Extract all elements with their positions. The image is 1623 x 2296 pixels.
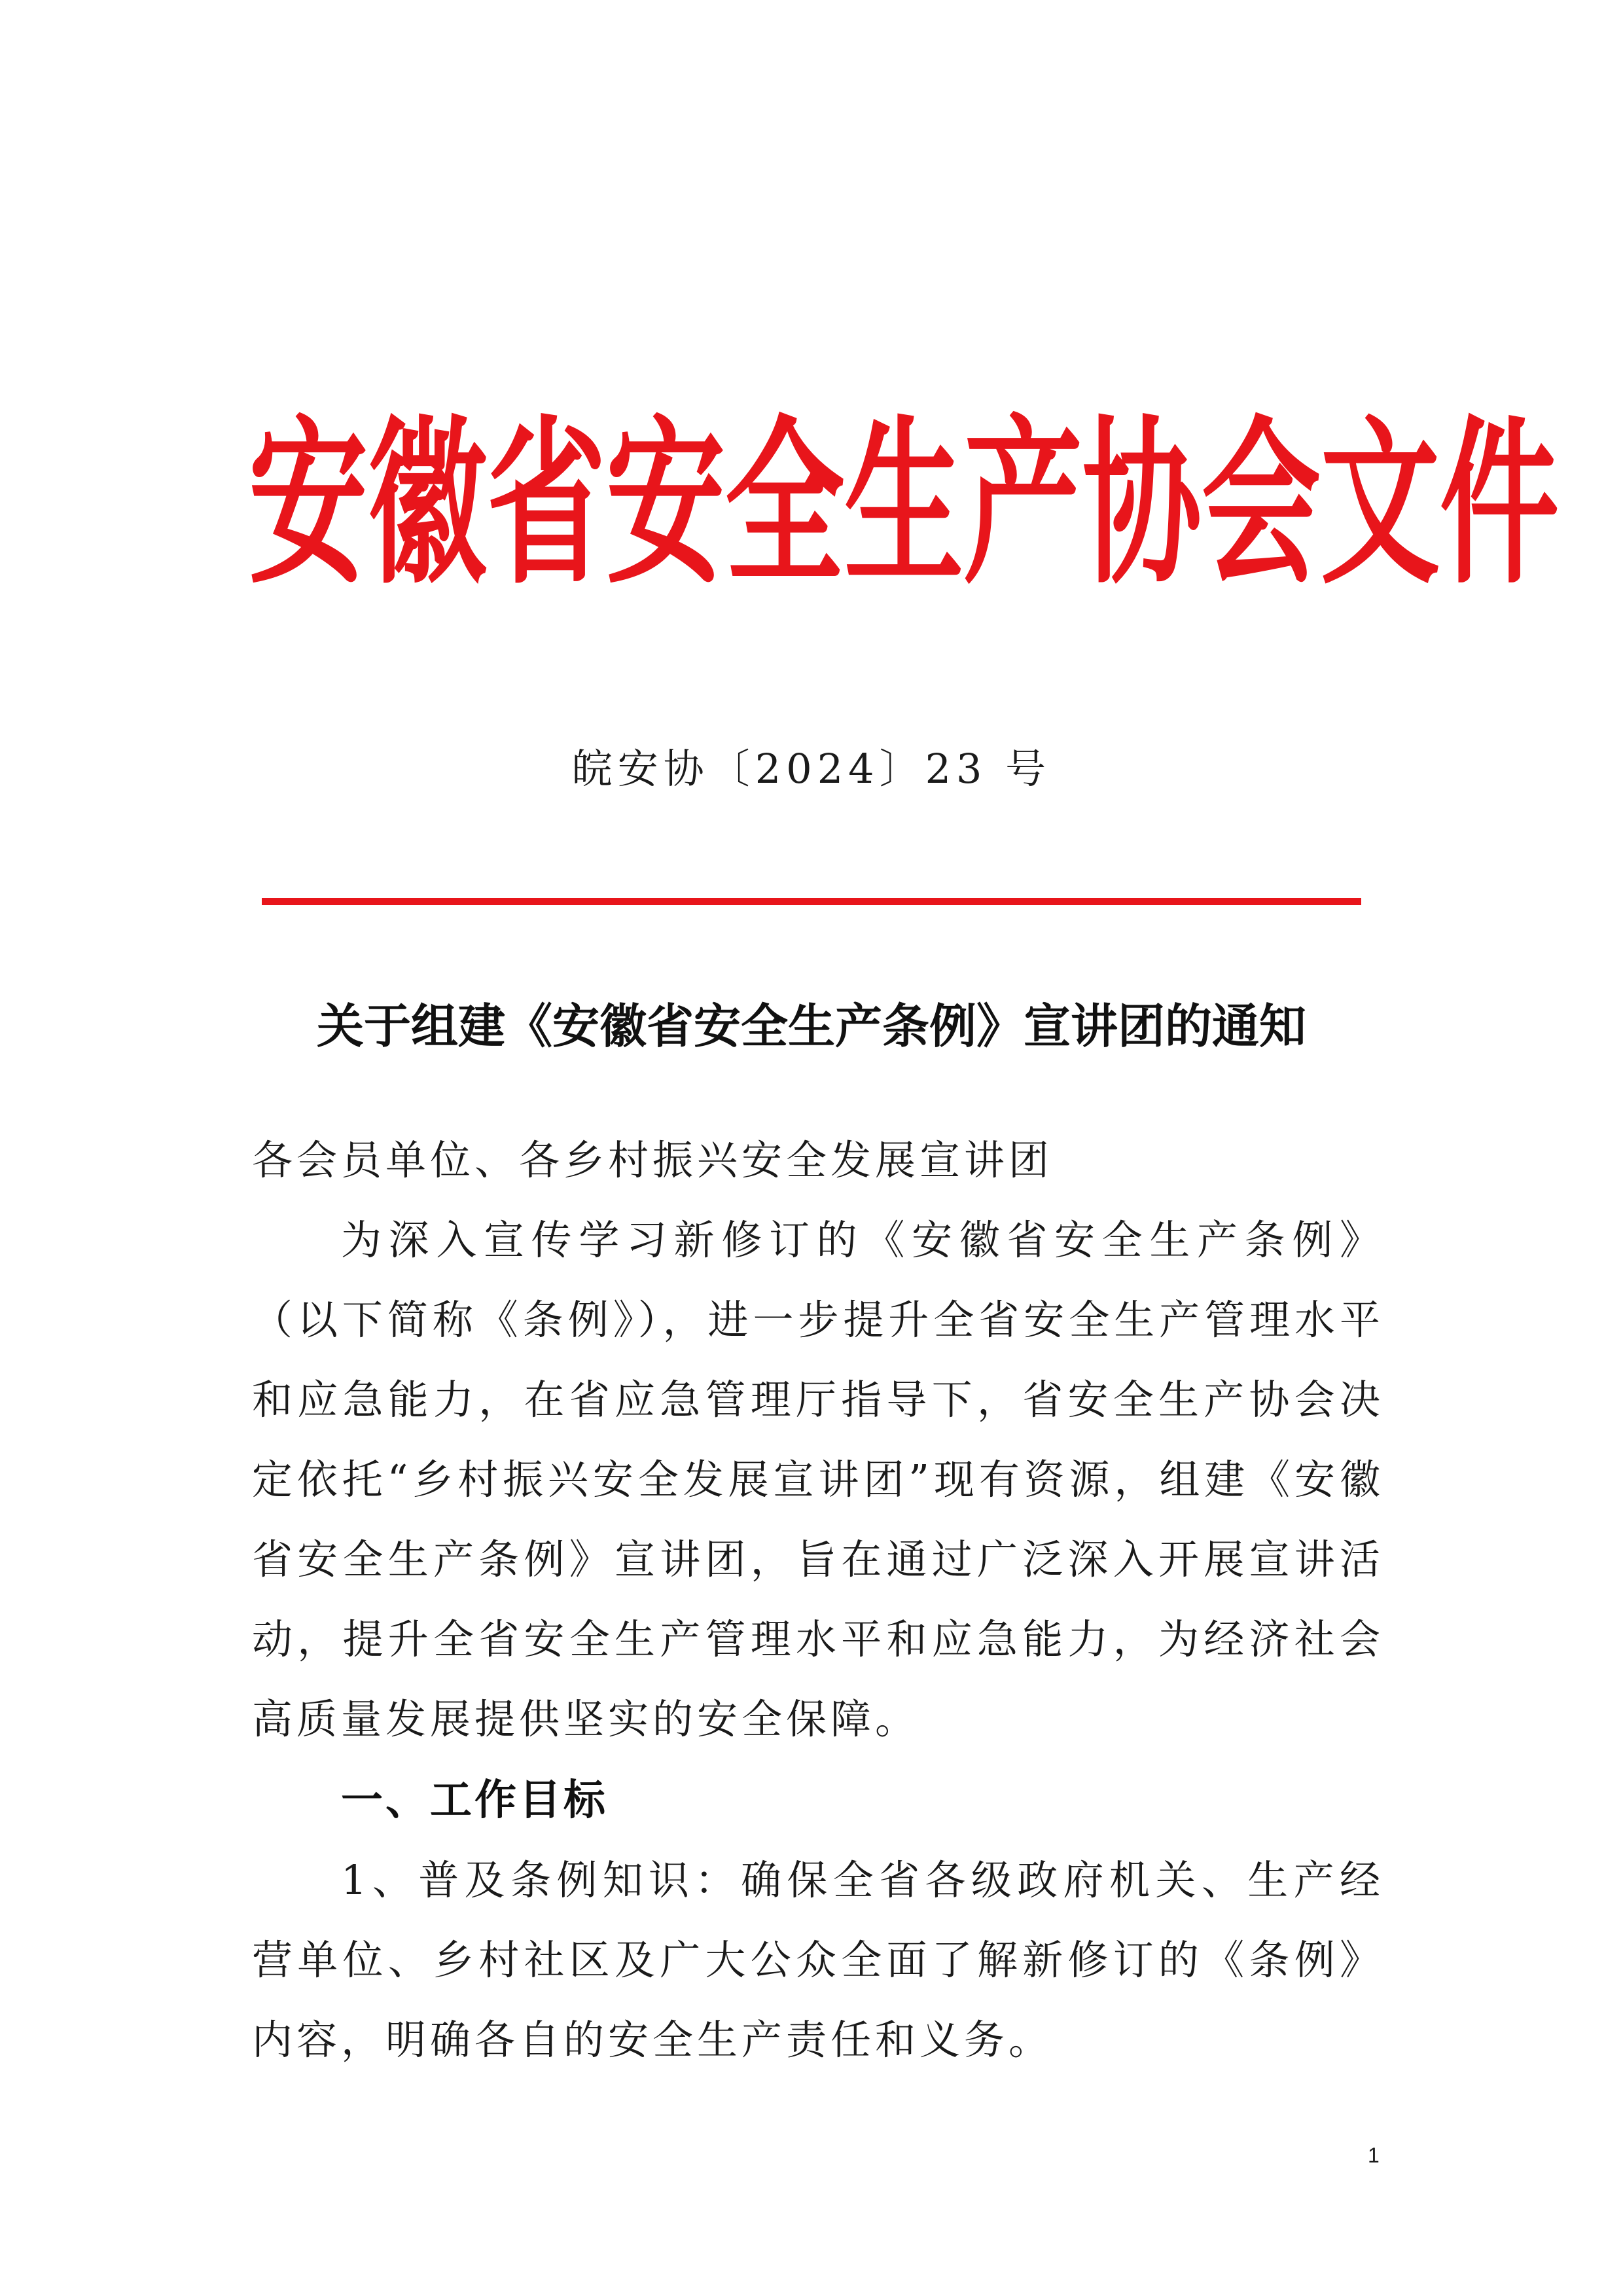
header-title-char: 全	[725, 400, 844, 608]
header-title-char: 省	[487, 400, 606, 608]
salutation: 各会员单位、各乡村振兴安全发展宣讲团	[252, 1136, 1054, 1184]
intro-paragraph: 为深入宣传学习新修订的《安徽省安全生产条例》（以下简称《条例》），进一步提升全省安全生产管理水平和应急能力，在省应急管理厅指导下，省安全生产协会决定依托“乡村振兴安全发展宣讲团”现有资源，组建《安徽省安全生产条例》宣讲团，旨在通过广泛深入开展宣讲活动，提升全省安全生产管理水平和应急能力，为经济社会高质量发展提供坚实的安全保障。	[252, 1216, 1384, 1743]
notice-title: 关于组建《安徽省安全生产条例》宣讲团的通知	[316, 999, 1306, 1054]
header-title-char: 会	[1202, 400, 1321, 608]
header-title-char: 生	[844, 400, 963, 608]
header-title-char: 件	[1440, 400, 1559, 608]
header-title-char: 协	[1082, 400, 1202, 608]
red-divider-line	[262, 898, 1361, 905]
page-number: 1	[1368, 2144, 1380, 2167]
header-title-char: 产	[963, 400, 1082, 608]
header-title-char: 徽	[368, 400, 487, 608]
header-title-char: 文	[1321, 400, 1440, 608]
document-header-title	[249, 347, 1559, 661]
section-heading-work-goals: 一、工作目标	[341, 1776, 608, 1825]
header-title-char: 安	[606, 400, 725, 608]
header-title-char: 安	[249, 400, 368, 608]
document-number: 皖安协〔2024〕23 号	[571, 745, 1052, 793]
goal-paragraph-1: 1、普及条例知识：确保全省各级政府机关、生产经营单位、乡村社区及广大公众全面了解新修订的《条例》内容，明确各自的安全生产责任和义务。	[252, 1856, 1384, 2064]
